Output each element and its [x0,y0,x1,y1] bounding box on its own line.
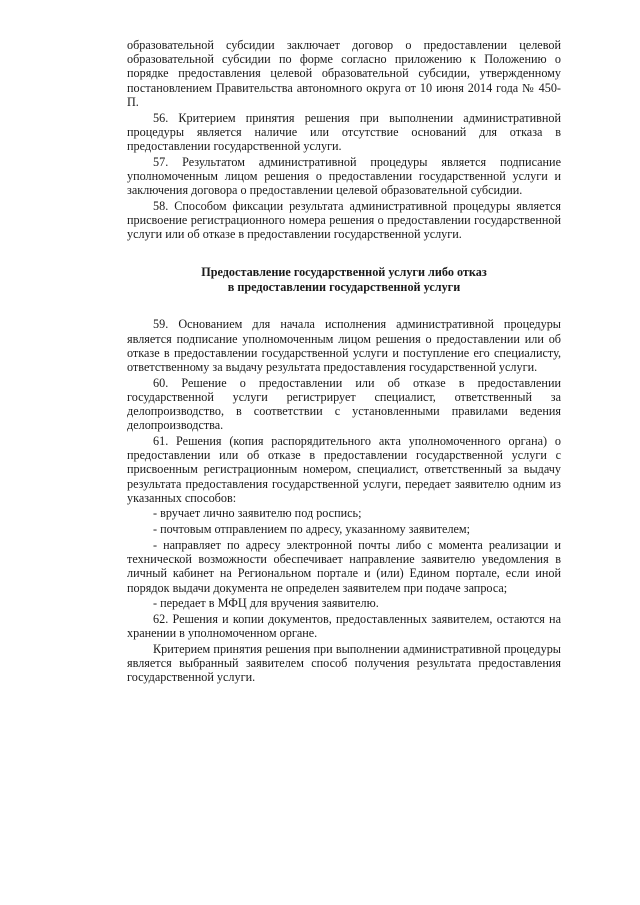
paragraph-59: 59. Основанием для начала исполнения административной процедуры является подписание уполномоченным лицом решения о предоставлении или об отказе в предоставлении государственной услуги и поступление его специалисту, ответственному за выдачу результата предоставления государственной услуги. [127,317,561,374]
document-page [127,38,561,686]
list-item-post: - почтовым отправлением по адресу, указанному заявителем; [153,522,471,537]
section-heading-line-2: в предоставлении государственной услуги [227,279,461,294]
section-heading-line-1: Предоставление государственной услуги либо отказ [201,265,487,280]
paragraph-continuation: образовательной субсидии заключает договор о предоставлении целевой образовательной субсидии по форме согласно приложению к Положению о порядке предоставления целевой образовательной субсидии, утвержденному постановлением Правительства автономного округа от 10 июня 2014 года № 450-П. [127,38,561,109]
paragraph-61: 61. Решения (копия распорядительного акта уполномоченного органа) о предоставлении или об отказе в предоставлении государственной услуги с присвоенным регистрационным номером, специалист, ответственный за выдачу результата предоставления государственной услуги, передает заявителю одним из указанных способов: [127,433,561,505]
paragraph-criterion: Критерием принятия решения при выполнении административной процедуры является выбранный заявителем способ получения результата предоставления государственной услуги. [127,641,561,685]
list-item-email: - направляет по адресу электронной почты либо с момента реализации и технической возможности обеспечивает направление заявителю уведомления в личный кабинет на Региональном портале и (или) Едином портале, если иной порядок выдачи документа не определен заявителем при подаче запроса; [127,537,561,595]
paragraph-57: 57. Результатом административной процедуры является подписание уполномоченным лицом решения о предоставлении государственной услуги и заключения договора о предоставлении целевой образовательной субсидии. [127,154,561,198]
section-heading [127,265,561,294]
paragraph-60: 60. Решение о предоставлении или об отказе в предоставлении государственной услуги регистрирует специалист, ответственный за делопроизводство, в соответствии с установленными правилами ведения делопроизводства. [127,375,561,433]
list-item-mfc: - передает в МФЦ для вручения заявителю. [153,596,379,611]
paragraph-56: 56. Критерием принятия решения при выполнении административной процедуры является наличие или отсутствие оснований для отказа в предоставлении государственной услуги. [127,110,561,153]
paragraph-62: 62. Решения и копии документов, предоставленных заявителем, остаются на хранении в уполномоченном органе. [127,611,561,641]
paragraph-58: 58. Способом фиксации результата административной процедуры является присвоение регистрационного номера решения о предоставлении государственной услуги или об отказе в предоставлении государственной услуги. [127,198,561,242]
list-item-in-person: - вручает лично заявителю под роспись; [153,506,362,521]
